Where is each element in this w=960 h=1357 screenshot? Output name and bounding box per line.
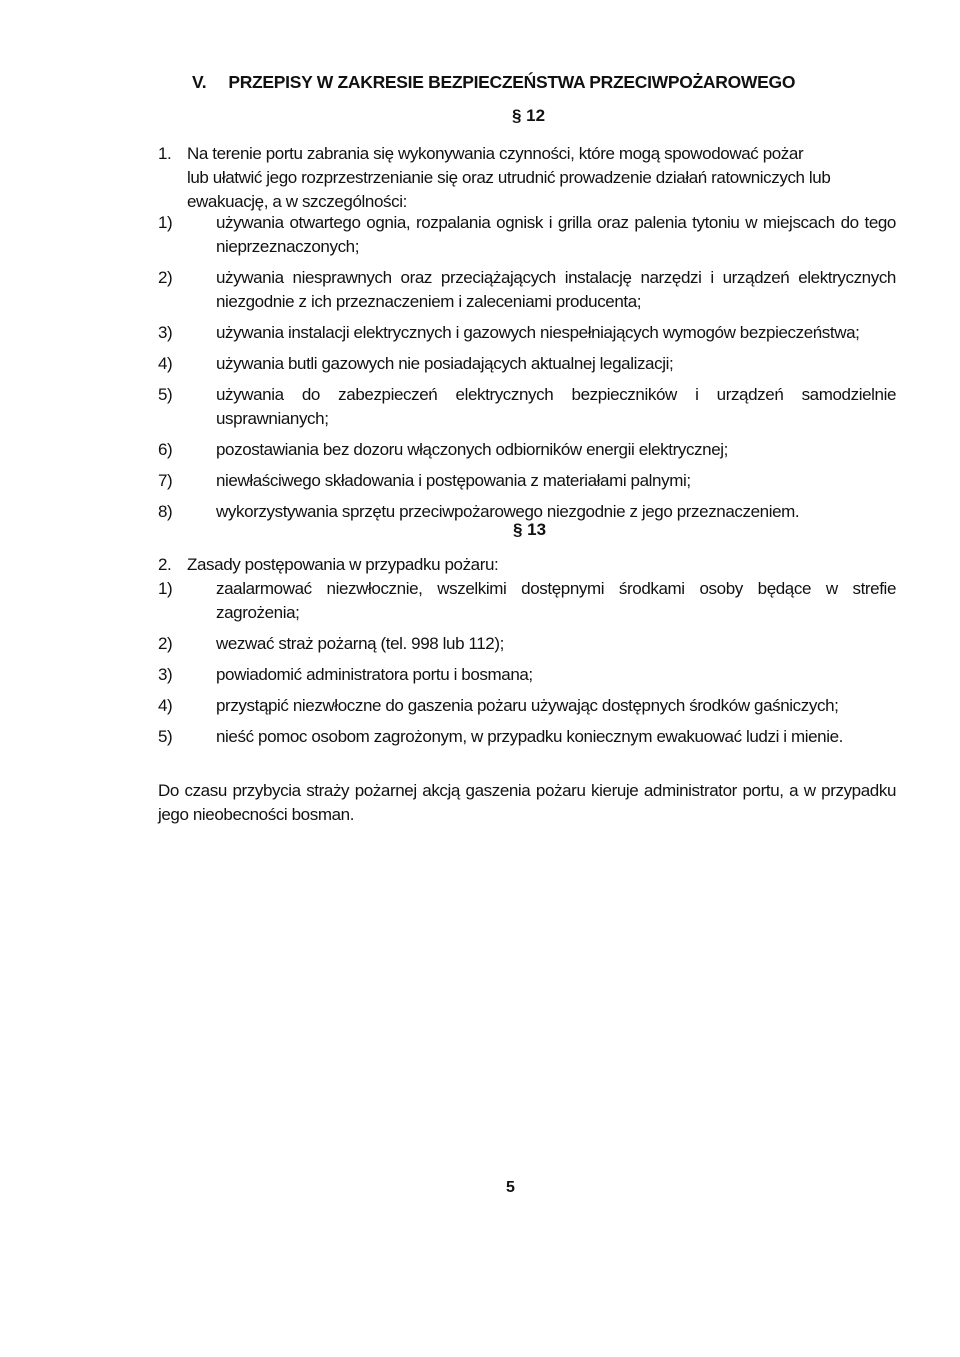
list-item-number: 4) xyxy=(158,696,173,715)
list-item-number: 7) xyxy=(158,471,173,490)
list-item-number: 8) xyxy=(158,502,173,521)
intro-rest: lub ułatwić jego rozprzestrzenianie się oraz utrudnić prowadzenie działań ratowniczych lub ewakuację, a w szczególności: xyxy=(187,168,831,211)
list-item-number: 3) xyxy=(158,665,173,684)
list-item-text: używania do zabezpieczeń elektrycznych bezpieczników i urządzeń samodzielnie usprawnianych; xyxy=(216,385,896,428)
section2-title: Zasady postępowania w przypadku pożaru: xyxy=(187,555,499,574)
list-item-text: przystąpić niezwłoczne do gaszenia pożaru używając dostępnych środków gaśniczych; xyxy=(216,696,839,715)
list-item-text: używania instalacji elektrycznych i gazowych niespełniających wymogów bezpieczeństwa; xyxy=(216,323,860,342)
section2-heading xyxy=(158,553,498,577)
list-item xyxy=(158,383,896,431)
list-item-text: zaalarmować niezwłocznie, wszelkimi dostępnymi środkami osoby będące w strefie zagrożenia; xyxy=(216,579,896,622)
list-item xyxy=(158,632,896,656)
chapter-number: V. xyxy=(192,72,207,92)
list-item-text: nieść pomoc osobom zagrożonym, w przypadku koniecznym ewakuować ludzi i mienie. xyxy=(216,727,843,746)
list-item xyxy=(158,694,896,718)
list-item xyxy=(158,321,896,345)
list-item xyxy=(158,211,896,259)
section-12-sign: § 12 xyxy=(512,106,546,125)
list-item-text: wezwać straż pożarną (tel. 998 lub 112); xyxy=(216,634,504,653)
list-item-number: 6) xyxy=(158,440,173,459)
page-number: 5 xyxy=(506,1179,515,1196)
list-item-number: 2) xyxy=(158,634,173,653)
list-item-text: używania niesprawnych oraz przeciążających instalację narzędzi i urządzeń elektrycznych niezgodnie z ich przeznaczeniem i zaleceniami producenta; xyxy=(216,268,896,311)
list-item-text: niewłaściwego składowania i postępowania z materiałami palnymi; xyxy=(216,471,691,490)
list-item xyxy=(158,725,896,749)
list-item-number: 3) xyxy=(158,323,173,342)
list-item-text: używania otwartego ognia, rozpalania ognisk i grilla oraz palenia tytoniu w miejscach do tego nieprzeznaczonych; xyxy=(216,213,896,256)
list-item xyxy=(158,438,896,462)
list-item xyxy=(158,352,896,376)
list-item xyxy=(158,663,896,687)
intro-paragraph xyxy=(158,142,898,214)
list-item-number: 5) xyxy=(158,727,173,746)
list-item-number: 2) xyxy=(158,268,173,287)
list-item xyxy=(158,266,896,314)
chapter-heading xyxy=(192,72,795,93)
prohibitions-list xyxy=(158,211,896,531)
list-item-text: wykorzystywania sprzętu przeciwpożarowego niezgodnie z jego przeznaczeniem. xyxy=(216,502,800,521)
section2-number: 2. xyxy=(158,555,172,574)
section-13-sign: § 13 xyxy=(513,520,547,539)
list-item-number: 4) xyxy=(158,354,173,373)
list-item xyxy=(158,577,896,625)
closing-paragraph: Do czasu przybycia straży pożarnej akcją gaszenia pożaru kieruje administrator portu, a w przypadku jego nieobecności bosman. xyxy=(158,781,896,824)
list-item-text: pozostawiania bez dozoru włączonych odbiorników energii elektrycznej; xyxy=(216,440,728,459)
list-item-number: 5) xyxy=(158,385,173,404)
procedures-list xyxy=(158,577,896,756)
list-item xyxy=(158,469,896,493)
intro-number: 1. xyxy=(158,144,172,163)
list-item-text: używania butli gazowych nie posiadających aktualnej legalizacji; xyxy=(216,354,674,373)
list-item-number: 1) xyxy=(158,213,173,232)
list-item-text: powiadomić administratora portu i bosmana; xyxy=(216,665,533,684)
chapter-title: PRZEPISY W ZAKRESIE BEZPIECZEŃSTWA PRZECIWPOŻAROWEGO xyxy=(228,72,796,92)
intro-line1: Na terenie portu zabrania się wykonywania czynności, które mogą spowodować pożar xyxy=(187,144,804,163)
list-item-number: 1) xyxy=(158,579,173,598)
